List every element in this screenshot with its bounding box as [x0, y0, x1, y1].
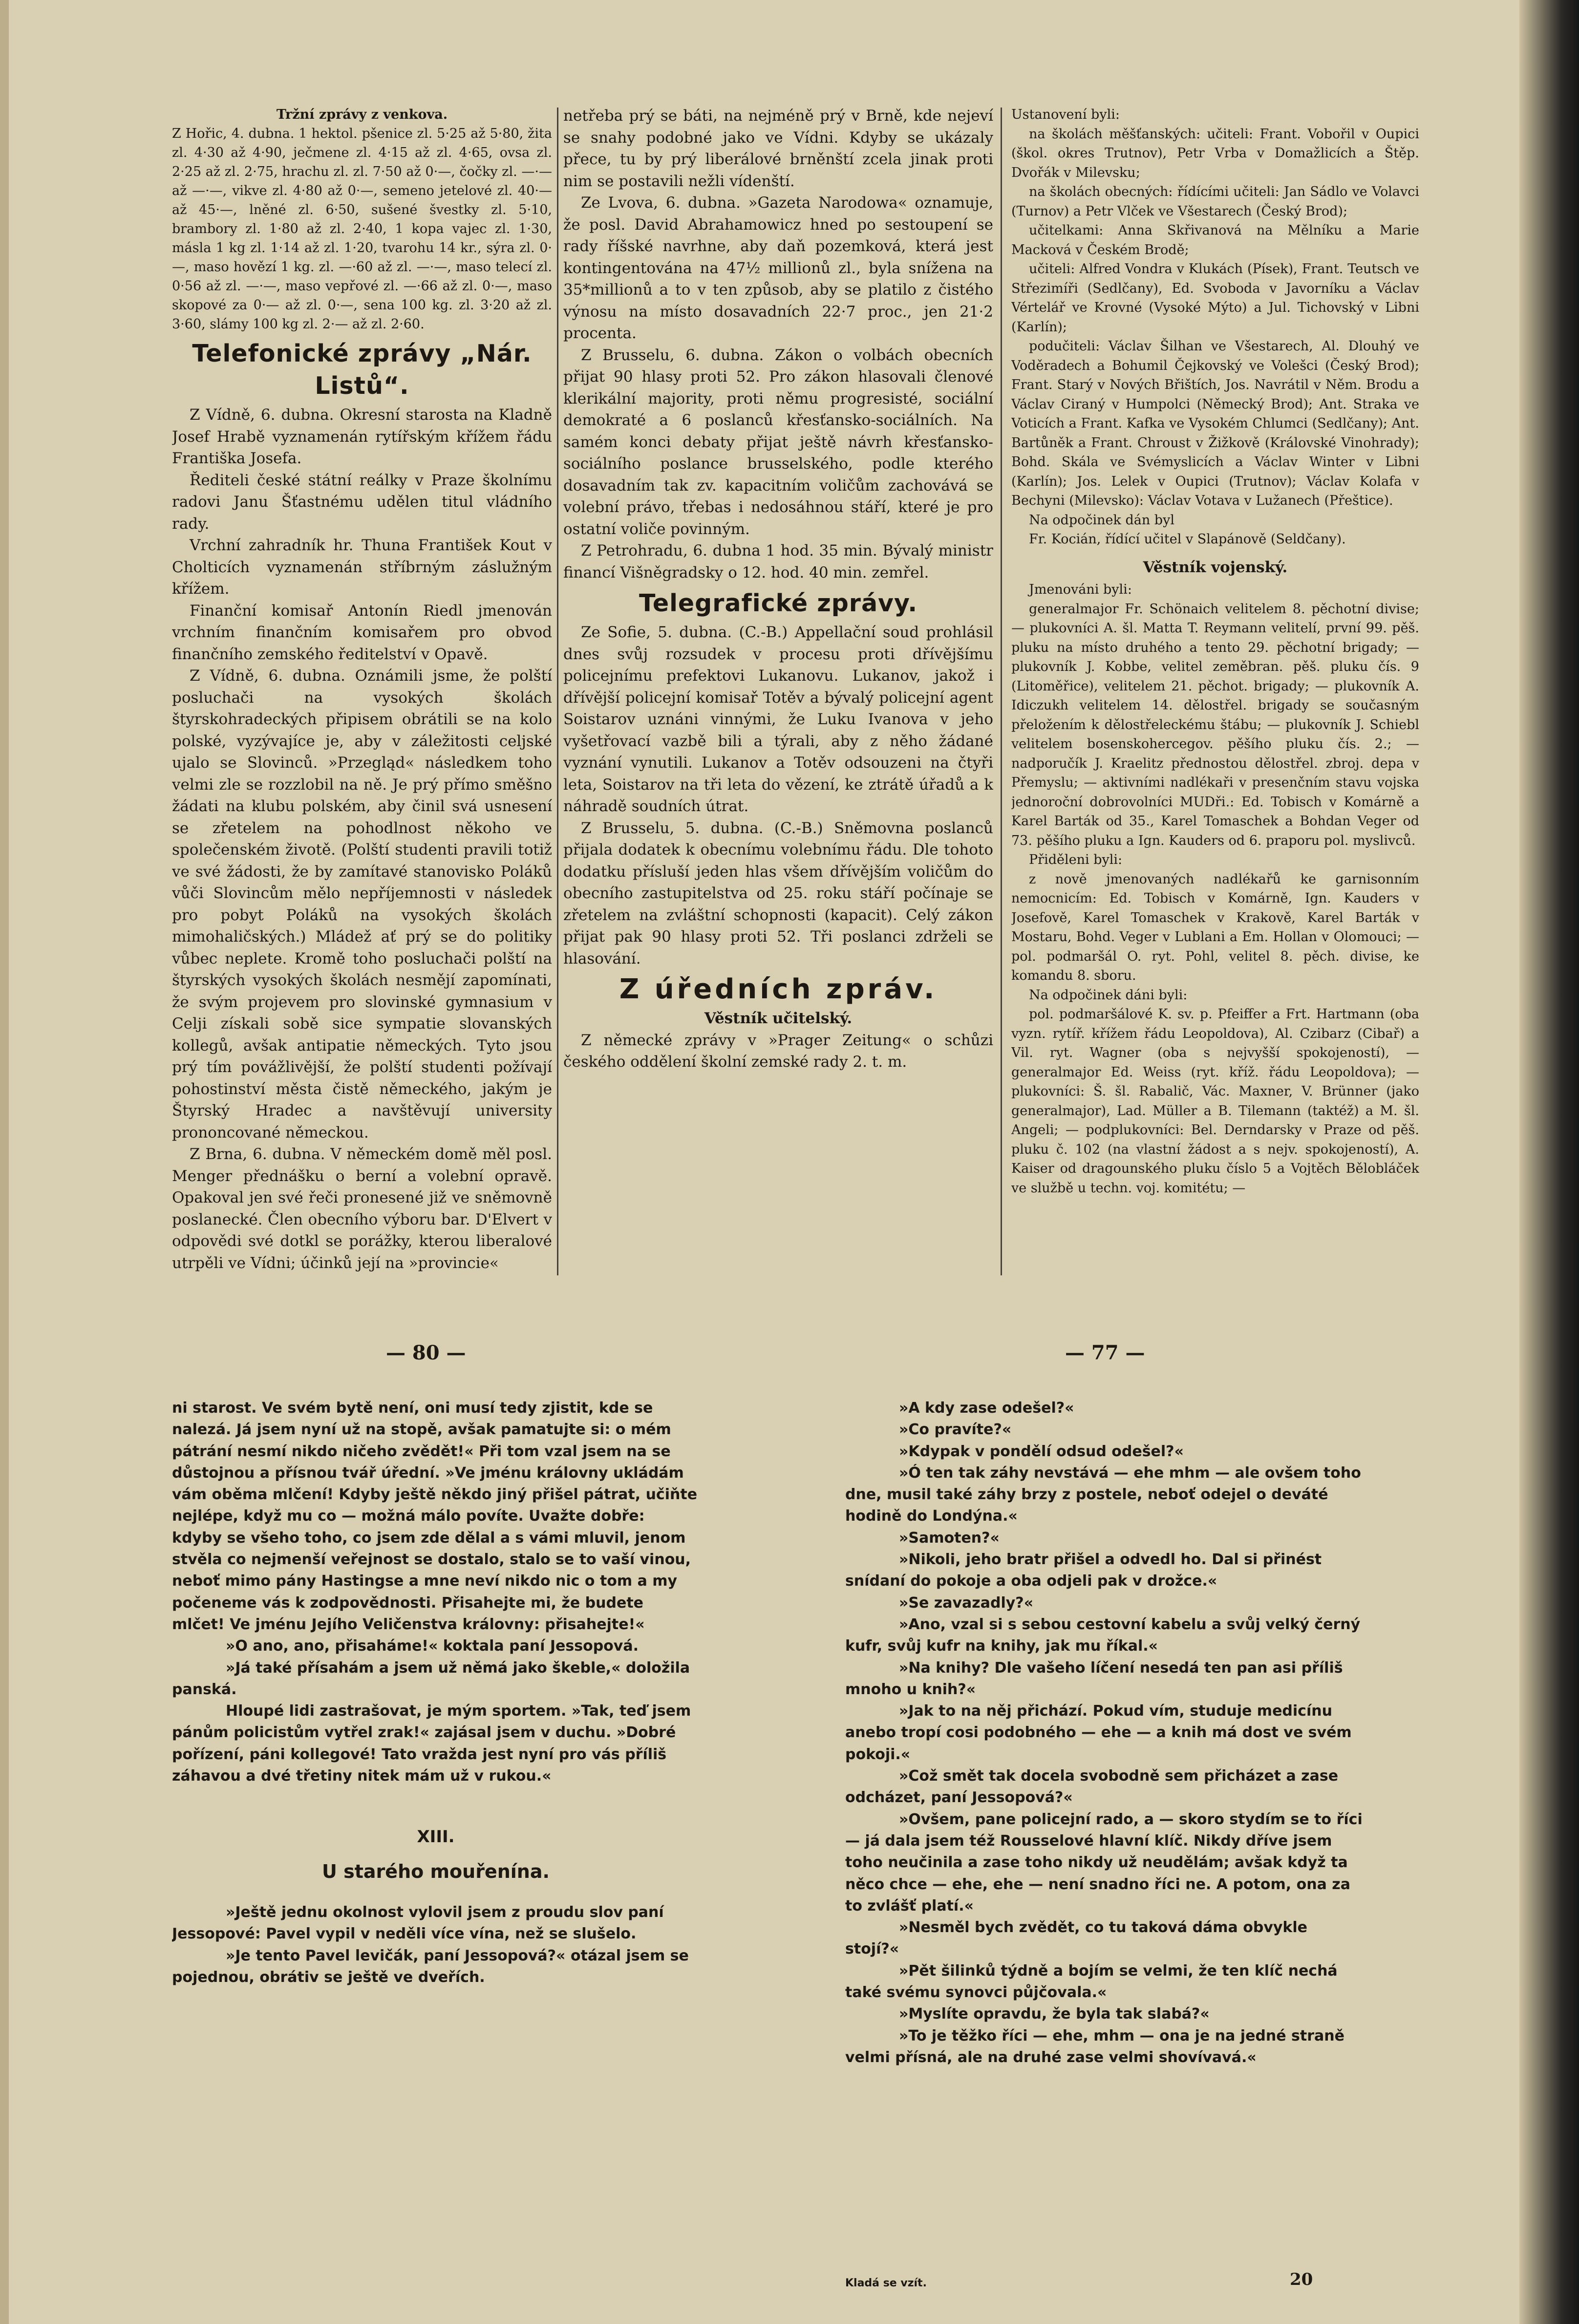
- novel-paragraph: »To je těžko říci — ehe, mhm — ona je na jedné straně velmi přísná, ale na druhé zase velmi shovívavá.«: [845, 2027, 1344, 2066]
- chapter-number: XIII.: [417, 1827, 455, 1847]
- column-left: [172, 105, 552, 1288]
- notice-item: Přiděleni byli:: [1029, 852, 1123, 867]
- market-title: Tržní zprávy z venkova.: [276, 107, 448, 122]
- novel-paragraph: »A kdy zase odešel?«: [899, 1399, 1074, 1417]
- column-divider: [1001, 108, 1002, 1275]
- news-item: Finanční komisař Antonín Riedl jmenován vrchním finančním komisařem pro obvod finančního zemského ředitelství v Opavě.: [172, 602, 552, 663]
- column-right: [1011, 105, 1419, 1288]
- novel-paragraph: Hloupé lidi zastrašovat, je mým sportem. »Tak, teď jsem pánům policistům vytřel zrak!« zajásal jsem v duchu. »Dobré pořízení, páni kollegové! Tato vražda jest nyní pro vás příliš záhavou a dvé třetiny nitek mám už v rukou.«: [172, 1702, 691, 1785]
- news-item: Z Vídně, 6. dubna. Okresní starosta na Kladně Josef Hrabě vyznamenán rytířským křížem řádu Františka Josefa.: [172, 406, 552, 467]
- novel-paragraph: »Ano, vzal si s sebou cestovní kabelu a svůj velký černý kufr, svůj kufr na knihy, jak mu říkal.«: [845, 1615, 1361, 1655]
- news-item: Z německé zprávy v »Prager Zeitung« o schůzi českého oddělení školní zemské rady 2. t. m.: [563, 1031, 993, 1071]
- notice-item: učiteli: Alfred Vondra v Klukách (Písek), Frant. Teutsch ve Střezimíři (Sedlčany), Ed. Svoboda v Javorníku a Václav Vértelář ve Krovné (Vysoké Mýto) a Jul. Tichovský v Libni (Karlín);: [1011, 261, 1419, 335]
- news-item: Ze Lvova, 6. dubna. »Gazeta Narodowa« oznamuje, že posl. David Abrahamowicz hned po sestoupení se rady říšské navrhne, aby daň pozemková, která jest kontingentována na 47½ millionů zl., byla snížena na 35*millionů a to v ten způsob, aby se platilo z čistého výnosu na místo dosavadních 22·7 proc., jen 21·2 procenta.: [563, 194, 993, 342]
- notice-item: Jmenováni byli:: [1029, 582, 1132, 597]
- page-number-right: — 77 —: [1065, 1341, 1145, 1364]
- teacher-bulletin-title: Věstník učitelský.: [704, 1010, 853, 1027]
- printer-mark: Kladá se vzít.: [845, 2277, 927, 2289]
- novel-paragraph: »Myslíte opravdu, že byla tak slabá?«: [899, 2005, 1210, 2023]
- page-number-left: — 80 —: [386, 1341, 466, 1364]
- novel-paragraph: »Je tento Pavel levičák, paní Jessopová?« otázal jsem se pojednou, obrátiv se ještě ve dveřích.: [172, 1947, 689, 1986]
- news-item: Z Brusselu, 6. dubna. Zákon o volbách obecních přijat 90 hlasy proti 52. Pro zákon hlasovali členové klerikální majority, proti němu progresisté, sociální demokraté a 6 poslanců křesťansko-sociálních. Na samém konci debaty přijat ještě návrh křesťansko-sociálního poslance brusselského, podle kterého dosavadním tak zv. kapacitním voličům zachovává se volební právo, třebas i nedosáhnou stáří, které je pro ostatní voliče povinným.: [563, 346, 993, 538]
- novel-paragraph: »Nesměl bych zvědět, co tu taková dáma obvykle stojí?«: [845, 1919, 1308, 1958]
- novel-paragraph: »Ó ten tak záhy nevstává — ehe mhm — ale ovšem toho dne, musil také záhy brzy z postele, neboť odejel o deváté hodině do Londýna.«: [845, 1464, 1361, 1525]
- news-item: Z Brusselu, 5. dubna. (C.-B.) Sněmovna poslanců přijala dodatek k obecnímu volebnímu řádu. Dle tohoto dodatku přísluší jeden hlas všem dřívějším voličům do obecního zastupitelstva od 25. roku stáří počínaje se zřetelem na zvláštní schopnosti (kapacit). Celý zákon přijat pak 90 hlasy proti 52. Tři poslanci zdrželi se hlasování.: [563, 819, 993, 968]
- notice-item: generalmajor Fr. Schönaich velitelem 8. pěchotní divise; — plukovníci A. šl. Matta T. Reymann velitelí, první 99. pěš. pluku na místo druhého a tento 29. pěchotní brigady; — plukovník J. Kobbe, velitel zeměbran. pěš. pluku čís. 9 (Litoměřice), velitelem 21. pěchot. brigady; — plukovník A. Idiczukh velitelem 14. dělostřel. brigady se současným přeložením k dělostřeleckému štábu; — plukovník J. Schiebl velitelem bosenskohercegov. pěšího pluku čís. 2.; — nadporučík J. Kraelitz přednostou dělostřel. zbroj. depa v Přemyslu; — aktivními nadlékaři v presenčním stavu vojska jednoroční dobrovolníci MUDři.: Ed. Tobisch v Komárně a Karel Barták od 35., Karel Tomaschek a Bohdan Veger od 73. pěšího pluku a Ign. Kauders od 6. praporu pol. myslivců.: [1011, 601, 1419, 848]
- novel-paragraph: »Pět šilinků týdně a bojím se velmi, že ten klíč nechá také svému synovci půjčovala.«: [845, 1962, 1338, 2001]
- page-number-bottom: 20: [1290, 2270, 1313, 2289]
- novel-page-right: [845, 1398, 1363, 2272]
- military-bulletin-title: Věstník vojenský.: [1143, 558, 1288, 576]
- notice-item: podučiteli: Václav Šilhan ve Všestarech, Al. Dlouhý ve Voděradech a Bohumil Čejkovský ve Volešci (Český Brod); Frant. Starý v Nových Břištích, Jos. Navrátil v Něm. Brodu a Václav Ciraný v Humpolci (Německý Brod); Ant. Straka ve Voticích a Frant. Kafka ve Vysokém Chlumci (Sedlčany); Ant. Bartůněk a Frant. Chroust v Žižkově (Královské Vinohrady); Bohd. Skála ve Svémyslicích a Václav Winter v Libni (Karlín); Jos. Lelek v Oupici (Trutnov); Václav Kolafa v Bechyni (Milevsko): Václav Votava v Lužanech (Přeštice).: [1011, 339, 1419, 508]
- column-divider: [557, 108, 558, 1275]
- novel-paragraph: »Ovšem, pane policejní rado, a — skoro stydím se to říci — já dala jsem též Rousselové hlavní klíč. Nikdy dříve jsem toho neučinila a zase toho nikdy už neudělám; avšak když ta něco chce — ehe, ehe — není snadno říci ne. A potom, ona za to zvlášť platí.«: [845, 1810, 1363, 1915]
- news-item: netřeba prý se báti, na nejméně prý v Brně, kde nejeví se snahy podobné jako ve Vídni. Kdyby se ukázaly přece, tu by prý liberálové brněnští zcela jinak proti nim se postavili nežli vídenští.: [563, 107, 993, 190]
- chapter-title: U starého mouřenína.: [322, 1860, 550, 1882]
- novel-paragraph: »Jak to na něj přichází. Pokud vím, studuje medicínu anebo tropí cosi podobného — ehe — a knih má dost ve svém pokoji.«: [845, 1702, 1352, 1763]
- novel-paragraph: ni starost. Ve svém bytě není, oni musí tedy zjistit, kde se nalezá. Já jsem nyní už na stopě, avšak pamatujte si: o mém pátrání nesmí nikdo ničeho zvědět!« Při tom vzal jsem na se důstojnou a přísnou tvář úřední. »Ve jménu královny ukládám vám oběma mlčení! Kdyby ještě někdo jiný přišel pátrat, učiňte nejlépe, když mu co — možná málo povíte. Uvažte dobře: kdyby se všeho toho, co jsem zde dělal a s vámi mluvil, jenom stvěla co nejmenší veřejnost se dostalo, stalo se to vaší vinou, neboť mimo pány Hastingse a mne neví nikdo nic o tom a my počeneme vás k zodpovědnosti. Přisahejte mi, že budete mlčet! Ve jménu Jejího Veličenstva královny: přisahejte!«: [172, 1399, 698, 1633]
- novel-paragraph: »O ano, ano, přisaháme!« koktala paní Jessopová.: [226, 1637, 639, 1655]
- novel-paragraph: »Se zavazadly?«: [899, 1594, 1034, 1612]
- notice-item: Fr. Kocián, řídící učitel v Slapánově (Seldčany).: [1029, 532, 1346, 547]
- official-news-title: Z úředních zpráv.: [619, 973, 938, 1005]
- novel-paragraph: »Ještě jednu okolnost vylovil jsem z proudu slov paní Jessopové: Pavel vypil v neděli více vína, než se slušelo.: [172, 1903, 664, 1943]
- news-item: Z Petrohradu, 6. dubna 1 hod. 35 min. Bývalý ministr financí Višněgradsky o 12. hod. 40 min. zemřel.: [563, 542, 993, 581]
- novel-paragraph: »Kdypak v pondělí odsud odešel?«: [899, 1442, 1184, 1460]
- notice-item: z nově jmenovaných nadlékařů ke garnisonním nemocnicím: Ed. Tobisch v Komárně, Ign. Kauders v Josefově, Karel Tomaschek v Krakově, Karel Barták v Mostaru, Bohd. Veger v Lublani a Em. Hollan v Olomouci; — pol. podmaršál O. ryt. Pohl, velitel 8. pěch. divise, ke komandu 8. sboru.: [1011, 871, 1419, 983]
- notice-item: na školách obecných: řídícími učiteli: Jan Sádlo ve Volavci (Turnov) a Petr Vlček ve Všestarech (Český Brod);: [1011, 184, 1419, 219]
- notice-item: pol. podmaršálové K. sv. p. Pfeiffer a Frt. Hartmann (oba vyzn. rytíř. křížem řádu Leopoldova), Al. Czibarz (Cibař) a Vil. ryt. Wagner (oba s nejvyšší spokojeností), — generalmajor Ed. Weiss (ryt. kříž. řádu Leopoldova); — plukovníci: Š. šl. Rabalič, Vác. Maxner, V. Brünner (jako generalmajor), Lad. Müller a B. Tilemann (taktéž) a M. šl. Angeli; — podplukovníci: Bel. Derndarsky v Praze od pěš. pluku č. 102 (na vlastní žádost a s nejv. spokojeností), A. Kaiser od dragounského pluku číslo 5 a Vojtěch Bělobláček ve službě u techn. voj. komitétu; —: [1011, 1007, 1419, 1196]
- notice-item: na školách měšťanských: učiteli: Frant. Vobořil v Oupici (škol. okres Trutnov), Petr Vrba v Domažlicích a Štěp. Dvořák v Milevsku;: [1011, 126, 1419, 180]
- novel-paragraph: »Což smět tak docela svobodně sem přicházet a zase odcházet, paní Jessopová?«: [845, 1767, 1339, 1807]
- telegraph-news-title: Telegrafické zprávy.: [639, 589, 918, 617]
- novel-paragraph: »Nikoli, jeho bratr přišel a odvedl ho. Dal si přinést snídaní do pokoje a oba odjeli pak v drožce.«: [845, 1551, 1322, 1590]
- notice-item: učitelkami: Anna Skřivanová na Mělníku a Marie Macková v Českém Brodě;: [1011, 223, 1419, 258]
- appointments-heading: Ustanovení byli:: [1011, 107, 1120, 122]
- novel-paragraph: »Na knihy? Dle vašeho líčení nesedá ten pan asi příliš mnoho u knih?«: [845, 1659, 1343, 1698]
- news-item: Z Vídně, 6. dubna. Oznámili jsme, že polští posluchači na vysokých školách štyrskohradeckých připisem obrátili se na kolo polské, vyzývajíce je, aby v záležitosti celjské ujalo se Slovinců. »Przegląd« následkem toho velmi zle se rozzlobil na ně. Je prý přímo směšno žádati na klubu polském, aby činil svá usnesení se zřetelem na pohodlnost někoho ve společenském životě. (Polští studenti pravili totiž ve své žádosti, že by zamítavé stanovisko Poláků vůči Slovincům mělo nepříjemnosti v následek pro pobyt Poláků na vysokých školách mimohaličských.) Mládež ať prý se do politiky vůbec neplete. Kromě toho posluchači polští na štyrských vysokých školách nesmějí zapomínati, že svým projevem pro slovinské gymnasium v Celji získali sobě sice sympatie slovanských kollegů, avšak antipatie německých. Tyto jsou prý tím povážlivější, že polští studenti požívají pohostinství města čistě německého, jakým je Štyrský Hradec a navštěvují university prononcované německou.: [172, 667, 552, 1141]
- phone-news-title: Telefonické zprávy „Nár. Listů“.: [192, 340, 532, 400]
- page-edge: [0, 0, 9, 2324]
- notice-item: Na odpočinek dáni byli:: [1029, 987, 1188, 1003]
- news-item: Ze Sofie, 5. dubna. (C.-B.) Appellační soud prohlásil dnes svůj rozsudek v procesu proti dřívějšímu policejnímu prefektovi Lukanovu. Lukanov, jakož i dřívější policejní komisař Totěv a bývalý policejní agent Soistarov uznáni vinnými, že Luku Ivanova v jeho vyšetřovací vazbě bili a týrali, aby z něho žádané vyznání vynutili. Lukanov a Totěv odsouzeni na čtyři leta, Soistarov na tři leta do vězení, ke ztrátě úřadů a k náhradě soudních útrat.: [563, 624, 993, 815]
- market-report: Z Hořic, 4. dubna. 1 hektol. pšenice zl. 5·25 až 5·80, žita zl. 4·30 až 4·90, ječmene zl. 4·15 až zl. 4·65, ovsa zl. 2·25 až zl. 2·75, hrachu zl. zl. 7·50 až 0·—, čočky zl. —·— až —·—, vikve zl. 4·80 až 0·—, semeno jetelové zl. 40·— až 45·—, lněné zl. 6·50, sušené švestky zl. 5·10, brambory zl. 1·80 až zl. 2·40, 1 kopa vajec zl. 1·30, másla 1 kg zl. 1·14 až zl. 1·20, tvarohu 14 kr., sýra zl. 0·—, maso hovězí 1 kg. zl. —·60 až zl. —·—, maso telecí zl. 0·56 až zl. —·—, maso vepřové zl. —·66 až zl. 0·—, maso skopové za 0·— až zl. 0·—, sena 100 kg. zl. 3·20 až zl. 3·60, slámy 100 kg zl. 2·— až zl. 2·60.: [172, 126, 552, 332]
- news-item: Z Brna, 6. dubna. V německém domě měl posl. Menger přednášku o berní a volební opravě. Opakoval jen své řeči pronesené již ve sněmovně poslanecké. Člen obecního výboru bar. D'Elvert v odpovědi své dotkl se porážky, kterou liberalové utrpěli ve Vídni; účinků její na »provincie«: [172, 1145, 552, 1272]
- news-item: Vrchní zahradník hr. Thuna František Kout v Cholticích vyznamenán stříbrným záslužným křížem.: [172, 537, 552, 598]
- notice-item: Na odpočinek dán byl: [1029, 512, 1174, 528]
- novel-paragraph: »Co pravíte?«: [899, 1421, 1012, 1439]
- news-item: Řediteli české státní reálky v Praze školnímu radovi Janu Šťastnému udělen titul vládního rady.: [172, 471, 552, 533]
- column-middle: [563, 105, 993, 1288]
- novel-page-left: [172, 1398, 700, 2287]
- novel-paragraph: »Já také přísahám a jsem už němá jako škeble,« doložila panská.: [172, 1659, 690, 1698]
- novel-paragraph: »Samoten?«: [899, 1529, 1000, 1547]
